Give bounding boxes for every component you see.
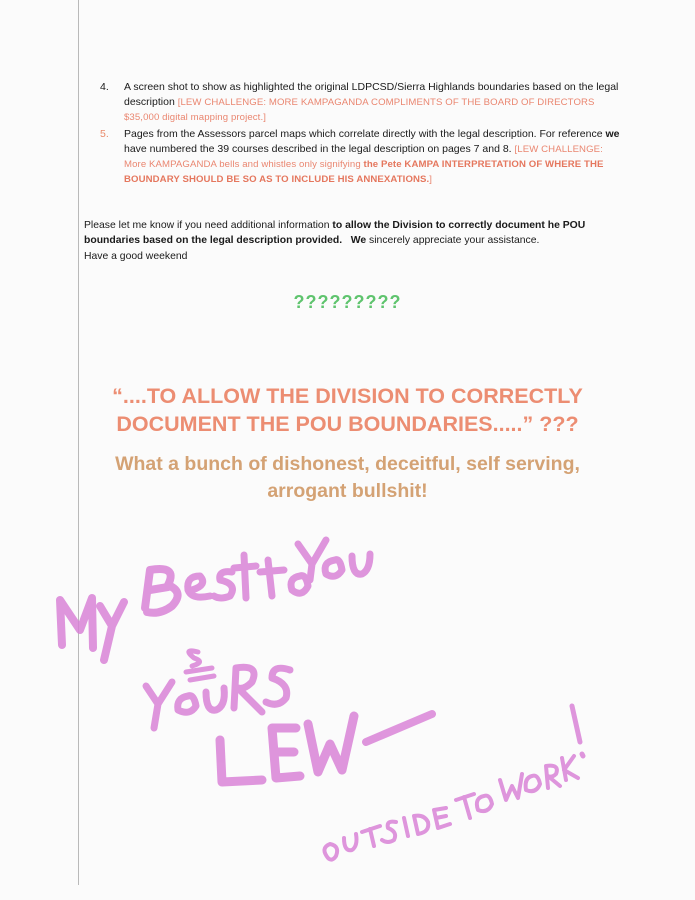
closing-text: Please let me know if you need additional information	[84, 220, 330, 231]
item-text-bold: we	[605, 127, 620, 140]
rant-line-2: arrogant bullshit!	[267, 480, 428, 502]
closing-text-bold: We	[350, 235, 367, 247]
question-marks: ?????????	[293, 292, 402, 312]
note-text: ]	[429, 174, 433, 186]
note-text: [LEW CHALLENGE: More KAMPAGANDA bells and whistles only signifying	[124, 143, 603, 171]
quote-line-1: “....TO ALLOW THE DIVISION TO CORRECTLY	[112, 384, 583, 408]
closing-text: sincerely appreciate your assistance.	[369, 235, 540, 247]
item-text: Pages from the Assessors parcel maps which correlate directly with the legal description. For reference	[124, 127, 603, 140]
quote-line-2: DOCUMENT THE POU BOUNDARIES.....” ???	[116, 412, 579, 436]
list-number: 5.	[100, 127, 109, 140]
item-text: have numbered the 39 courses described in the legal description on pages 7 and 8.	[124, 142, 512, 155]
list-number: 4.	[100, 81, 109, 93]
rant-line-1: What a bunch of dishonest, deceitful, self serving,	[115, 453, 580, 475]
sign-off: Have a good weekend	[84, 250, 188, 262]
note-text-bold: the Pete KAMPA INTERPRETATION OF WHERE THE BOUNDARY SHOULD BE SO AS TO INCLUDE HIS ANNEXATIONS.	[124, 159, 604, 186]
closing-text-bold: to allow the Division to correctly document he POU boundaries based on the legal description provided.	[84, 220, 586, 247]
item-text: A screen shot to show as highlighted the original LDPCSD/Sierra Highlands boundaries based on the legal description	[124, 81, 619, 109]
lew-challenge-note: [LEW CHALLENGE: MORE KAMPAGANDA COMPLIMENTS OF THE BOARD OF DIRECTORS $35,000 digital mapping project.]	[124, 97, 595, 124]
